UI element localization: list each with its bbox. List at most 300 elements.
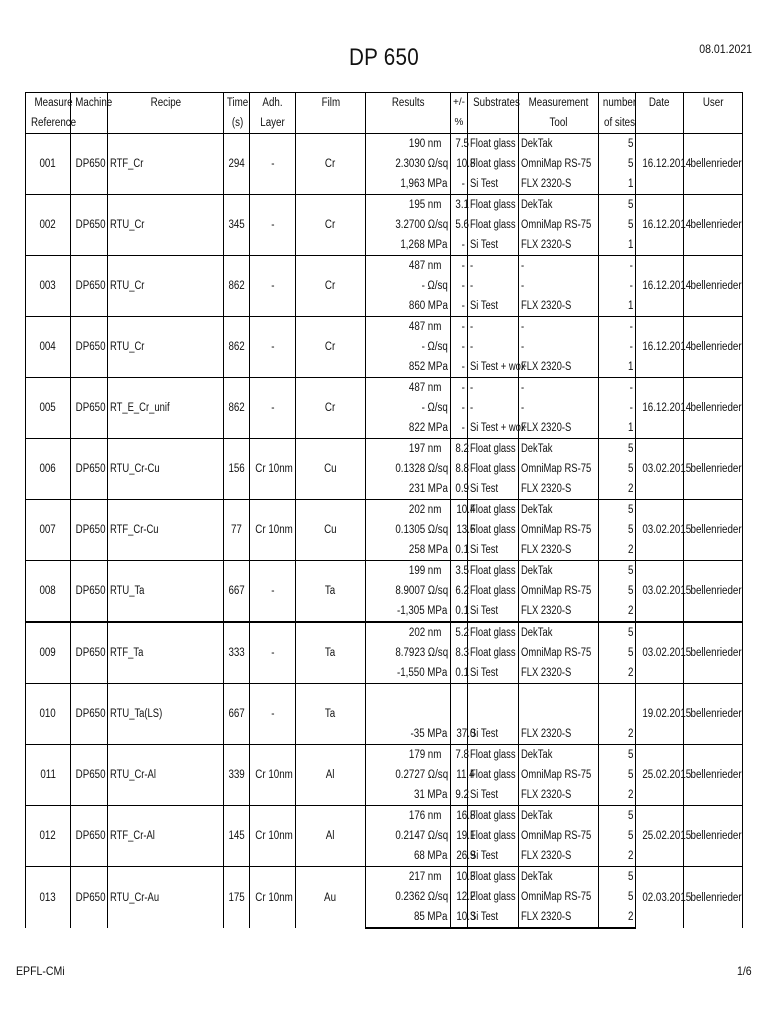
machine-cell: DP650 [71,684,108,745]
measurement-tool-cell [519,684,599,705]
substrate-cell: Si Test [468,846,519,867]
result-unit: MPa [427,544,448,556]
result-cell [366,195,451,216]
result-value: 68 [414,850,426,862]
measurement-tool-cell: FLX 2320-S [519,907,599,928]
tolerance-cell [451,704,468,724]
time-cell: 667 [224,684,250,745]
sites-cell: 5 [599,215,636,235]
result-value: - [421,280,426,292]
substrate-cell: Float glass [468,439,519,460]
substrate-cell: - [468,317,519,338]
result-unit: nm [427,749,442,761]
date-cell: 16.12.2014 [636,378,684,439]
tolerance-cell: 7.5 [451,134,468,155]
substrate-cell: Float glass [468,581,519,601]
table-row [26,622,743,643]
tolerance-cell: - [451,317,468,338]
measurement-table [25,92,743,929]
result-value: - [421,341,426,353]
substrate-cell: - [468,256,519,277]
user-cell: bellenrieder [684,684,743,745]
date-cell: 03.02.2015 [636,622,684,684]
user-cell: bellenrieder [684,745,743,806]
measurement-tool-cell: FLX 2320-S [519,174,599,195]
substrate-cell: Si Test + wox [468,418,519,439]
tolerance-cell: 8.8 [451,459,468,479]
measurement-tool-cell: - [519,398,599,418]
result-cell [366,867,451,888]
sites-cell: 5 [599,867,636,888]
result-unit: Ω/sq [427,341,448,353]
tolerance-cell: - [451,337,468,357]
table-row [26,806,743,827]
recipe-cell: RTU_Ta [108,561,224,623]
measurement-tool-cell: FLX 2320-S [519,235,599,256]
substrate-cell: Float glass [468,215,519,235]
recipe-cell: RTU_Cr-Cu [108,439,224,500]
result-cell [366,765,451,785]
machine-cell: DP650 [71,317,108,378]
measurement-tool-cell: DekTak [519,195,599,216]
result-unit: MPa [427,483,448,495]
result-unit: nm [427,504,442,516]
measure-ref-cell: 008 [26,561,71,623]
sites-cell: 2 [599,785,636,806]
result-value: 197 [408,443,426,455]
substrate-cell [468,684,519,705]
measurement-tool-cell: - [519,256,599,277]
recipe-cell: RT_E_Cr_unif [108,378,224,439]
measure-ref-cell: 012 [26,806,71,867]
measure-ref-cell: 010 [26,684,71,745]
result-cell [366,846,451,867]
result-cell [366,276,451,296]
user-cell: bellenrieder [684,317,743,378]
film-cell: Cr [296,134,366,195]
table-row [26,867,743,888]
machine-cell: DP650 [71,256,108,317]
sites-cell: 2 [599,663,636,684]
substrate-cell: Float glass [468,826,519,846]
tolerance-cell: - [451,357,468,378]
result-cell [366,500,451,521]
result-cell [366,398,451,418]
result-value: 195 [408,199,426,211]
sites-cell: - [599,276,636,296]
result-cell [366,479,451,500]
tolerance-cell: 13.6 [451,520,468,540]
measure-ref-cell: 003 [26,256,71,317]
result-unit: nm [427,382,442,394]
measurement-tool-cell: FLX 2320-S [519,663,599,684]
result-cell [366,459,451,479]
time-cell: 175 [224,867,250,929]
measurement-tool-cell: DekTak [519,867,599,888]
substrate-cell: - [468,276,519,296]
result-value: 190 [408,138,426,150]
measurement-tool-cell [519,704,599,724]
machine-cell: DP650 [71,439,108,500]
result-cell [366,643,451,663]
sites-cell: 2 [599,846,636,867]
footer-institution: EPFL-CMi [16,964,65,978]
result-cell [366,215,451,235]
sites-cell: 1 [599,296,636,317]
film-cell: Cu [296,500,366,561]
substrate-cell: Si Test [468,479,519,500]
col-header-film: Film [296,93,366,134]
adh-layer-cell: - [250,378,296,439]
sites-cell: 5 [599,745,636,766]
sites-cell: 5 [599,806,636,827]
col-header-machine: Machine [71,93,108,134]
sites-cell: 5 [599,439,636,460]
recipe-cell: RTF_Ta [108,622,224,684]
result-cell [366,378,451,399]
recipe-cell: RTU_Cr-Au [108,867,224,929]
recipe-cell: RTU_Cr [108,317,224,378]
col-header-pm: +/- % [451,93,468,134]
measurement-tool-cell: DekTak [519,745,599,766]
substrate-cell: Si Test [468,907,519,928]
user-cell: bellenrieder [684,806,743,867]
sites-cell: 2 [599,601,636,622]
user-cell: bellenrieder [684,622,743,684]
result-value: 860 [408,300,426,312]
sites-cell: 5 [599,459,636,479]
user-cell: bellenrieder [684,378,743,439]
measure-ref-cell: 006 [26,439,71,500]
time-cell: 156 [224,439,250,500]
result-unit: MPa [427,789,448,801]
result-unit: MPa [427,911,448,923]
substrate-cell: Float glass [468,500,519,521]
substrate-cell: Si Test [468,663,519,684]
result-cell [366,704,451,724]
result-value: -35 [410,728,426,740]
film-cell: Cr [296,256,366,317]
result-value: 0.1328 [395,463,426,475]
table-row [26,439,743,460]
tolerance-cell: 9.2 [451,785,468,806]
result-cell [366,256,451,277]
tolerance-cell: 0.1 [451,540,468,561]
machine-cell: DP650 [71,500,108,561]
sites-cell: 5 [599,500,636,521]
table-header-row [26,93,743,134]
col-header-time: Time (s) [224,93,250,134]
measurement-tool-cell: - [519,317,599,338]
result-value: 8.7923 [395,647,426,659]
substrate-cell: Float glass [468,520,519,540]
page-title: DP 650 [348,44,420,71]
substrate-cell [468,704,519,724]
table-row [26,317,743,338]
result-cell [366,745,451,766]
substrate-cell: Si Test [468,785,519,806]
result-value: - [421,402,426,414]
time-cell: 862 [224,317,250,378]
measurement-tool-cell: OmniMap RS-75 [519,887,599,907]
col-header-measure-ref: Measure Reference [26,93,71,134]
sites-cell: 2 [599,479,636,500]
result-unit: MPa [427,728,448,740]
result-value: 0.2147 [395,830,426,842]
adh-layer-cell: - [250,684,296,745]
result-value: 852 [408,361,426,373]
sites-cell: 5 [599,154,636,174]
measurement-tool-cell: OmniMap RS-75 [519,215,599,235]
result-unit: nm [427,627,442,639]
result-value: 822 [408,422,426,434]
user-cell: bellenrieder [684,256,743,317]
substrate-cell: Si Test [468,174,519,195]
result-unit: MPa [427,605,448,617]
result-value: 179 [408,749,426,761]
tolerance-cell: - [451,276,468,296]
substrate-cell: Float glass [468,622,519,643]
measure-ref-cell: 002 [26,195,71,256]
substrate-cell: Si Test [468,540,519,561]
result-value: 2.3030 [395,158,426,170]
result-cell [366,887,451,907]
film-cell: Cr [296,317,366,378]
result-value: 202 [408,627,426,639]
substrate-cell: Float glass [468,867,519,888]
result-cell [366,134,451,155]
measurement-tool-cell: FLX 2320-S [519,540,599,561]
result-value: 487 [408,260,426,272]
tolerance-cell: 3.1 [451,195,468,216]
adh-layer-cell: - [250,134,296,195]
film-cell: Au [296,867,366,929]
substrate-cell: Float glass [468,154,519,174]
measure-ref-cell: 005 [26,378,71,439]
result-unit: Ω/sq [427,769,448,781]
adh-layer-cell: Cr 10nm [250,500,296,561]
result-cell [366,296,451,317]
measure-ref-cell: 004 [26,317,71,378]
tolerance-cell: - [451,398,468,418]
result-unit: MPa [427,178,448,190]
result-value: 31 [414,789,426,801]
measurement-tool-cell: DekTak [519,622,599,643]
col-header-recipe: Recipe [108,93,224,134]
col-header-user: User [684,93,743,134]
result-value: 1,963 [400,178,426,190]
substrate-cell: - [468,398,519,418]
tolerance-cell: 0.1 [451,663,468,684]
sites-cell: 5 [599,622,636,643]
machine-cell: DP650 [71,806,108,867]
machine-cell: DP650 [71,622,108,684]
tolerance-cell [451,684,468,705]
date-cell: 03.02.2015 [636,439,684,500]
sites-cell: 1 [599,174,636,195]
recipe-cell: RTU_Cr [108,256,224,317]
result-unit: Ω/sq [427,891,448,903]
tolerance-cell: 7.8 [451,745,468,766]
result-value: 217 [408,871,426,883]
result-value: 1,268 [400,239,426,251]
table-row [26,745,743,766]
measurement-tool-cell: OmniMap RS-75 [519,765,599,785]
sites-cell: 5 [599,643,636,663]
sites-cell: 5 [599,765,636,785]
measurement-tool-cell: OmniMap RS-75 [519,459,599,479]
col-header-adh-layer: Adh. Layer [250,93,296,134]
substrate-cell: - [468,378,519,399]
measurement-tool-cell: DekTak [519,500,599,521]
result-unit: MPa [427,361,448,373]
tolerance-cell: 10.4 [451,500,468,521]
sites-cell: 5 [599,826,636,846]
sites-cell: - [599,256,636,277]
time-cell: 345 [224,195,250,256]
date-cell: 16.12.2014 [636,256,684,317]
film-cell: Ta [296,622,366,684]
substrate-cell: Float glass [468,459,519,479]
result-unit: Ω/sq [427,585,448,597]
date-cell: 16.12.2014 [636,195,684,256]
substrate-cell: Float glass [468,745,519,766]
sites-cell: - [599,317,636,338]
result-value: -1,550 [397,667,426,679]
measurement-tool-cell: - [519,378,599,399]
measurement-tool-cell: DekTak [519,806,599,827]
table-row [26,256,743,277]
result-cell [366,154,451,174]
adh-layer-cell: - [250,195,296,256]
substrate-cell: Si Test [468,601,519,622]
measurement-tool-cell: FLX 2320-S [519,724,599,745]
time-cell: 333 [224,622,250,684]
sites-cell: 5 [599,520,636,540]
machine-cell: DP650 [71,745,108,806]
result-cell [366,540,451,561]
substrate-cell: - [468,337,519,357]
result-cell [366,724,451,745]
measure-ref-cell: 011 [26,745,71,806]
result-value: 0.2362 [395,891,426,903]
table-row [26,134,743,155]
tolerance-cell: 12.2 [451,887,468,907]
adh-layer-cell: - [250,256,296,317]
measurement-tool-cell: OmniMap RS-75 [519,643,599,663]
time-cell: 339 [224,745,250,806]
user-cell: bellenrieder [684,134,743,195]
recipe-cell: RTU_Ta(LS) [108,684,224,745]
tolerance-cell: 6.2 [451,581,468,601]
result-unit: nm [427,565,442,577]
col-header-sites: number of sites [599,93,636,134]
result-cell [366,520,451,540]
tolerance-cell: 11.4 [451,765,468,785]
substrate-cell: Float glass [468,195,519,216]
measurement-tool-cell: DekTak [519,561,599,582]
adh-layer-cell: Cr 10nm [250,806,296,867]
user-cell: bellenrieder [684,500,743,561]
result-unit: nm [427,443,442,455]
col-header-results: Results [366,93,451,134]
measure-ref-cell: 007 [26,500,71,561]
user-cell: bellenrieder [684,867,743,929]
tolerance-cell: 0.1 [451,601,468,622]
measurement-tool-cell: OmniMap RS-75 [519,520,599,540]
measurement-tool-cell: FLX 2320-S [519,601,599,622]
film-cell: Cr [296,378,366,439]
recipe-cell: RTU_Cr [108,195,224,256]
result-unit: nm [427,321,442,333]
result-unit: nm [427,810,442,822]
measure-ref-cell: 009 [26,622,71,684]
measurement-tool-cell: FLX 2320-S [519,846,599,867]
result-unit: Ω/sq [427,524,448,536]
sites-cell: - [599,337,636,357]
time-cell: 294 [224,134,250,195]
result-value: 487 [408,382,426,394]
substrate-cell: Float glass [468,806,519,827]
sites-cell: 5 [599,887,636,907]
substrate-cell: Si Test + wox [468,357,519,378]
measurement-tool-cell: FLX 2320-S [519,418,599,439]
result-unit: MPa [427,422,448,434]
user-cell: bellenrieder [684,195,743,256]
col-header-substrates: Substrates [468,93,519,134]
result-cell [366,357,451,378]
table-row [26,500,743,521]
result-cell [366,826,451,846]
result-cell [366,174,451,195]
tolerance-cell: - [451,174,468,195]
measure-ref-cell: 013 [26,867,71,929]
recipe-cell: RTU_Cr-Al [108,745,224,806]
adh-layer-cell: Cr 10nm [250,745,296,806]
result-unit: MPa [427,850,448,862]
tolerance-cell: 10.8 [451,154,468,174]
machine-cell: DP650 [71,195,108,256]
adh-layer-cell: - [250,561,296,623]
result-value: 258 [408,544,426,556]
result-cell [366,806,451,827]
result-unit: MPa [427,667,448,679]
time-cell: 862 [224,378,250,439]
result-cell [366,907,451,928]
tolerance-cell: 0.9 [451,479,468,500]
film-cell: Ta [296,561,366,623]
measurement-tool-cell: OmniMap RS-75 [519,581,599,601]
substrate-cell: Float glass [468,887,519,907]
sites-cell: 2 [599,907,636,928]
result-cell [366,235,451,256]
sites-cell: 1 [599,235,636,256]
result-unit: nm [427,199,442,211]
substrate-cell: Float glass [468,765,519,785]
result-unit: Ω/sq [427,647,448,659]
result-unit: nm [427,260,442,272]
result-value: 199 [408,565,426,577]
date-cell: 03.02.2015 [636,561,684,623]
result-cell [366,684,451,705]
result-value: 0.2727 [395,769,426,781]
adh-layer-cell: Cr 10nm [250,867,296,929]
sites-cell: - [599,378,636,399]
tolerance-cell: 37.0 [451,724,468,745]
result-value: 202 [408,504,426,516]
sites-cell: 5 [599,581,636,601]
measurement-tool-cell: OmniMap RS-75 [519,826,599,846]
